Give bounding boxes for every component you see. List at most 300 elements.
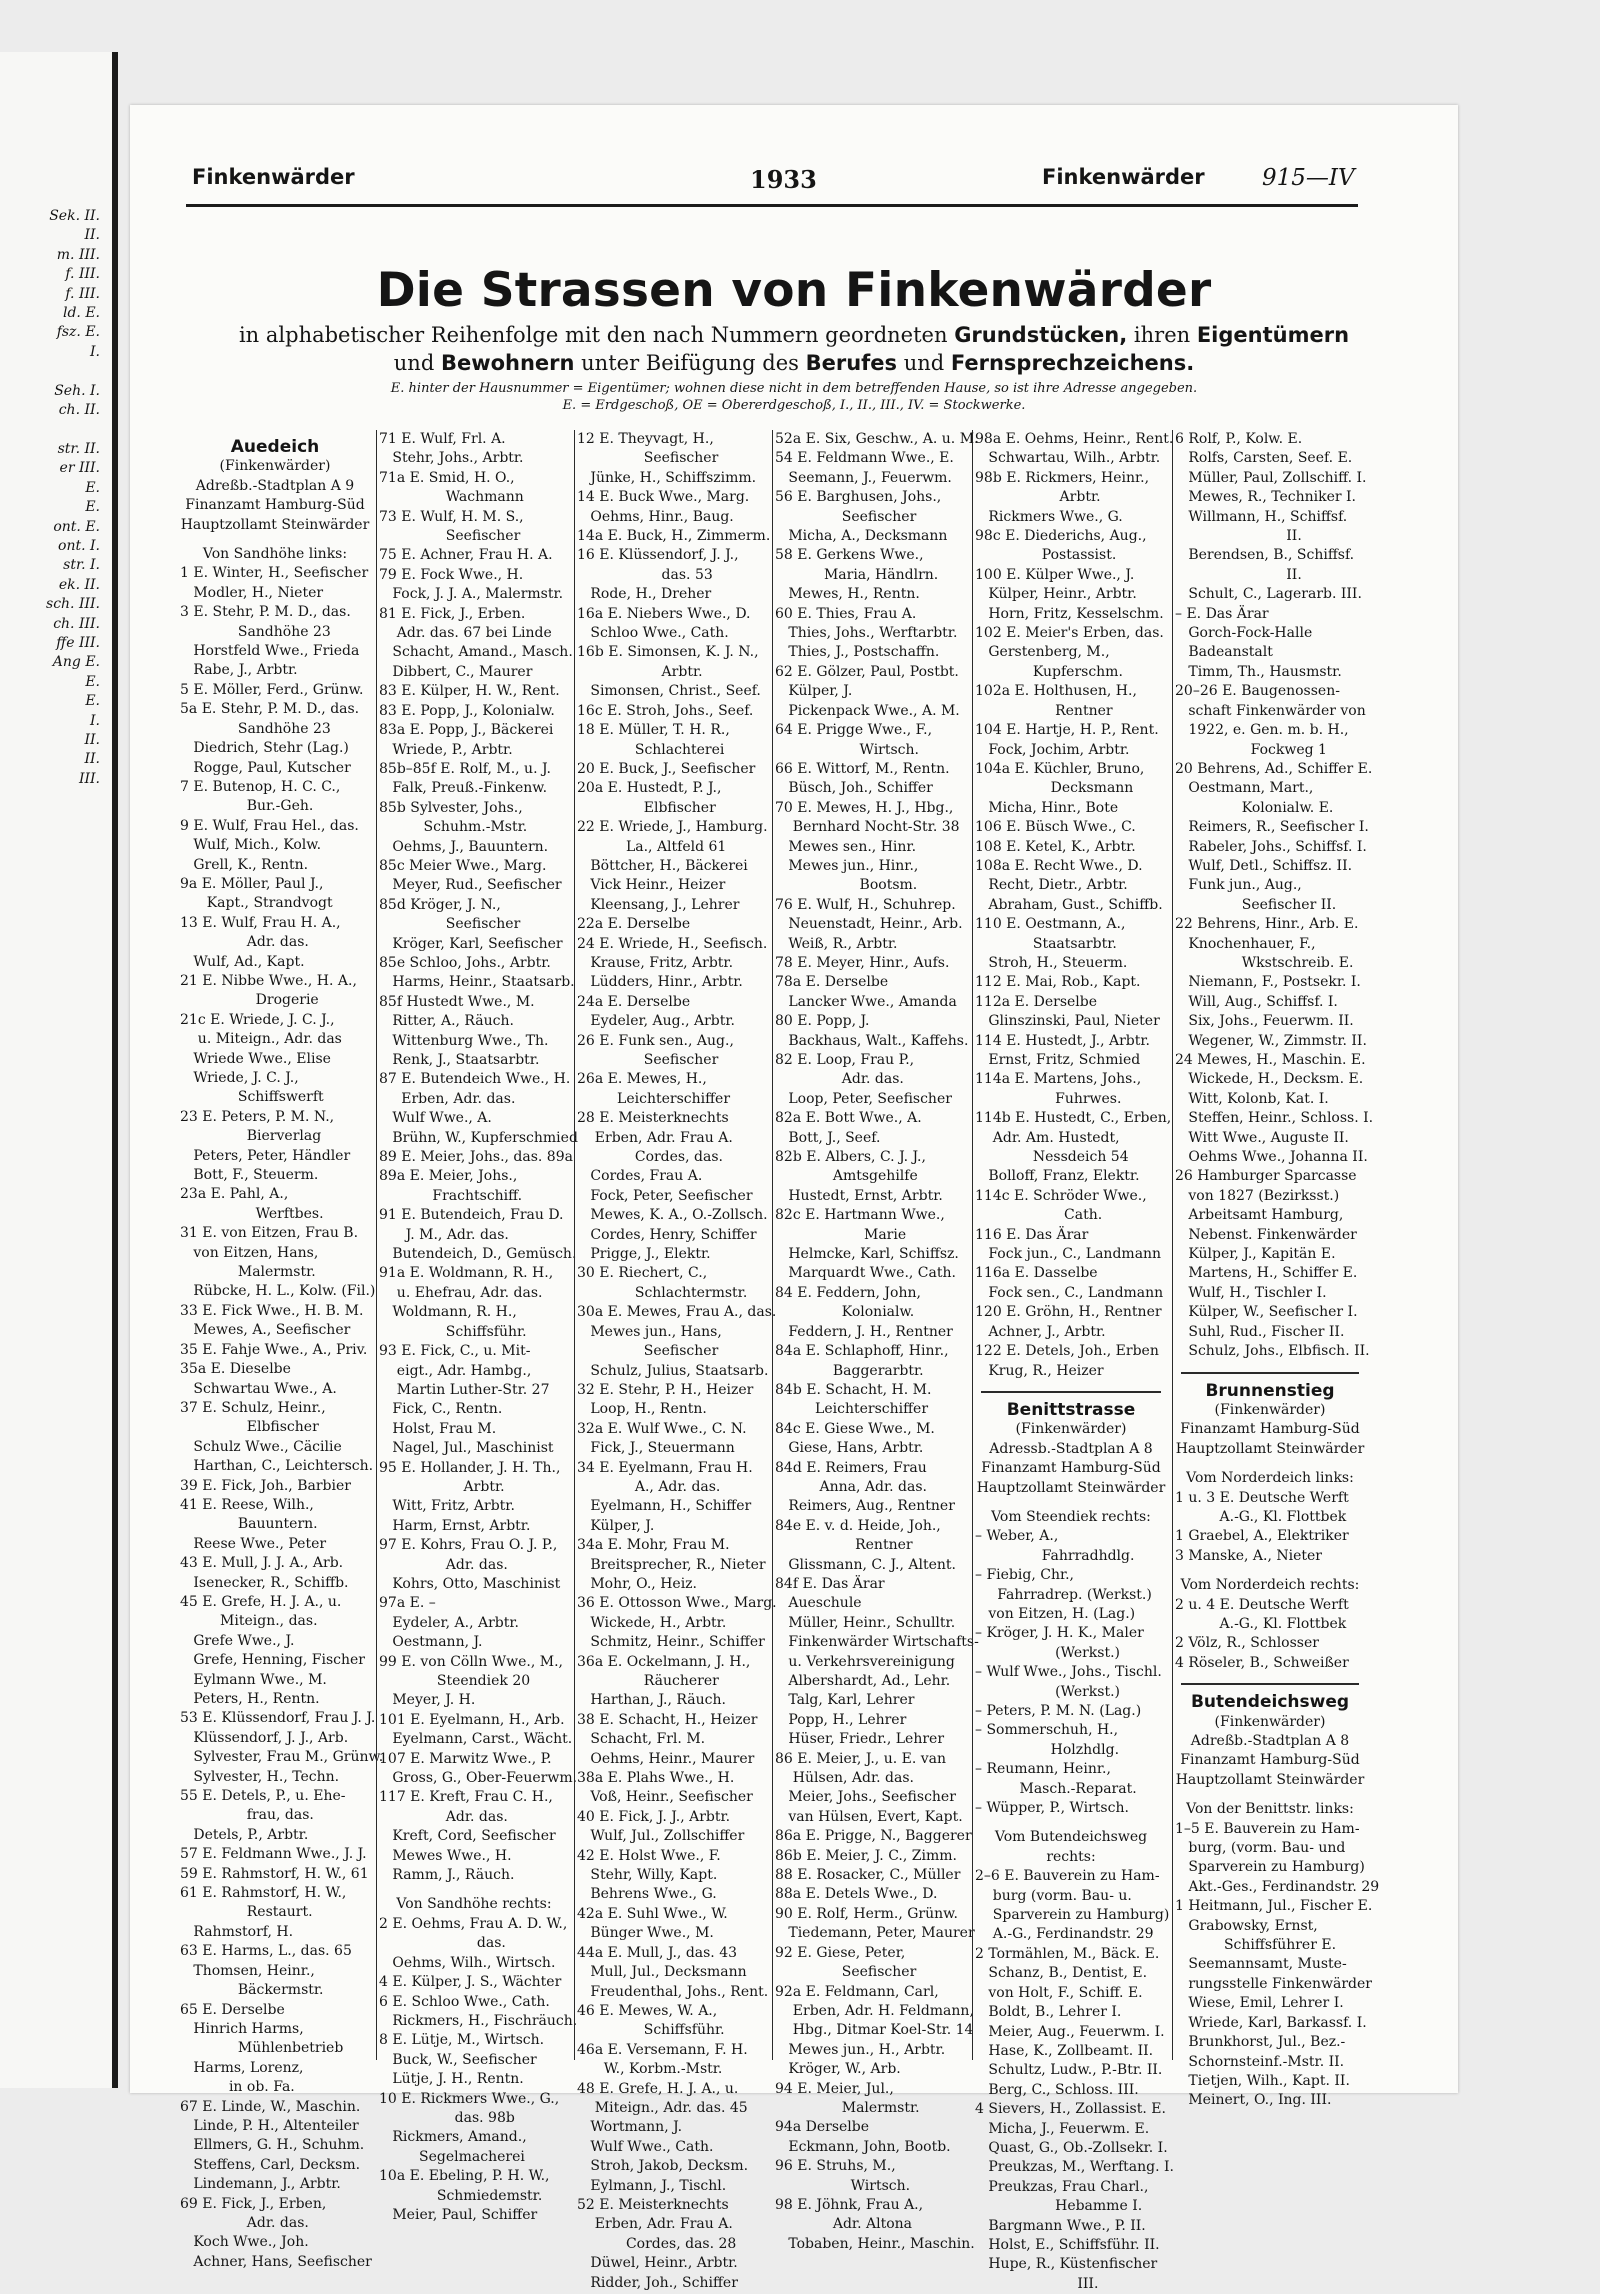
directory-entry: 88a E. Detels Wwe., D. — [775, 1886, 938, 1903]
directory-entry: Bauuntern. — [180, 1516, 318, 1533]
directory-entry: Erben, Adr. H. Feldmann, — [775, 2002, 974, 2019]
directory-entry: Eylmann Wwe., M. — [180, 1671, 327, 1688]
directory-entry: das. 53 — [577, 566, 713, 583]
directory-entry: Steffen, Heinr., Schloss. I. — [1175, 1110, 1374, 1127]
directory-entry: Micha, A., Decksmann — [775, 528, 948, 545]
directory-entry: Malermstr. — [180, 1264, 316, 1281]
directory-entry: 60 E. Thies, Frau A. — [775, 605, 917, 622]
directory-entry: 10a E. Ebeling, P. H. W., — [379, 2168, 550, 2185]
directory-entry: 107 E. Marwitz Wwe., P. — [379, 1750, 552, 1767]
directory-entry: Fock sen., C., Landmann — [975, 1284, 1164, 1301]
left-fragment-line: E. — [85, 673, 100, 690]
directory-entry: Kapt., Strandvogt — [180, 895, 333, 912]
directory-entry: Baggerarbtr. — [775, 1362, 924, 1379]
directory-entry: 54 E. Feldmann Wwe., E. — [775, 450, 954, 467]
directory-entry: 1 Heitmann, Jul., Fischer E. — [1175, 1898, 1373, 1915]
directory-entry: 26 E. Funk sen., Aug., — [577, 1032, 734, 1049]
directory-entry: Amtsgehilfe — [775, 1168, 918, 1185]
directory-entry: Segelmacherei — [379, 2148, 525, 2165]
directory-entry: Steffens, Carl, Decksm. — [180, 2156, 361, 2173]
directory-entry: 114a E. Martens, Johs., — [975, 1071, 1142, 1088]
directory-entry: Krause, Fritz, Arbtr. — [577, 954, 734, 971]
directory-entry: 117 E. Kreft, Frau C. H., — [379, 1789, 553, 1806]
directory-entry: Schwartau Wwe., A. — [180, 1380, 337, 1397]
left-fragment-line: ch. II. — [58, 402, 100, 419]
directory-entry: Wortmann, J. — [577, 2119, 683, 2136]
street-heading: Benittstrasse — [1006, 1399, 1136, 1420]
street-info: Von Sandhöhe links: — [202, 546, 348, 563]
directory-entry: Martens, H., Schiffer E. — [1175, 1265, 1358, 1282]
directory-entry: Kröger, Karl, Seefischer — [379, 935, 563, 952]
directory-entry: 75 E. Achner, Frau H. A. — [379, 547, 553, 564]
street-info: Vom Butendeichsweg — [994, 1829, 1148, 1846]
directory-entry: 21c E. Wriede, J. C. J., — [180, 1011, 335, 1028]
directory-entry: Stehr, Willy, Kapt. — [577, 1867, 718, 1884]
directory-entry: 85f Hustedt Wwe., M. — [379, 993, 535, 1010]
left-fragment-line: III. — [78, 770, 100, 787]
directory-entry: Giese, Hans, Arbtr. — [775, 1440, 924, 1457]
directory-entry: Wickede, H., Arbtr. — [577, 1614, 727, 1631]
directory-entry: Glissmann, C. J., Altent. — [775, 1556, 956, 1573]
directory-entry: Gorch-Fock-Halle — [1175, 625, 1313, 642]
directory-entry: Kohrs, Otto, Maschinist — [379, 1575, 561, 1592]
directory-entry: 102a E. Holthusen, H., — [975, 683, 1137, 700]
directory-entry: 91 E. Butendeich, Frau D. — [379, 1207, 564, 1224]
directory-entry: Räucherer — [577, 1673, 719, 1689]
left-fragment-line: m. III. — [56, 246, 100, 263]
directory-entry: Niemann, F., Postsekr. I. — [1175, 974, 1361, 991]
directory-entry: Rentner — [775, 1537, 913, 1554]
directory-entry: Arbeitsamt Hamburg, — [1175, 1207, 1344, 1224]
street-info: Vom Norderdeich links: — [1186, 1470, 1354, 1487]
directory-entry: Stroh, Jakob, Decksm. — [577, 2158, 749, 2175]
directory-entry: Glinszinski, Paul, Nieter — [975, 1013, 1160, 1030]
directory-entry: Horstfeld Wwe., Frieda — [180, 643, 360, 660]
directory-entry: Mewes, A., Seefischer — [180, 1322, 351, 1339]
directory-entry: 81 E. Fick, J., Erben. — [379, 605, 526, 622]
spacer — [377, 1885, 571, 1895]
directory-entry: 16 E. Klüssendorf, J. J., — [577, 547, 739, 564]
directory-entry: 112 E. Mai, Rob., Kapt. — [975, 974, 1141, 991]
directory-entry: 9a E. Möller, Paul J., — [180, 875, 324, 892]
left-fragment-line: fsz. E. — [56, 324, 100, 341]
column-2 — [376, 430, 578, 2223]
directory-entry: 84d E. Reimers, Frau — [775, 1459, 927, 1476]
left-fragment-line: Ang E. — [52, 654, 100, 671]
directory-entry: 45 E. Grefe, H. J. A., u. — [180, 1593, 342, 1610]
directory-entry: Prigge, J., Elektr. — [577, 1246, 711, 1263]
directory-entry: Reimers, Aug., Rentner — [775, 1498, 955, 1515]
directory-entry: 108a E. Recht Wwe., D. — [975, 857, 1143, 874]
directory-entry: Thies, J., Postschaffn. — [775, 644, 940, 661]
directory-entry: 23 E. Peters, P. M. N., — [180, 1108, 335, 1125]
directory-entry: Nagel, Jul., Maschinist — [379, 1440, 554, 1457]
street-info: Von der Benittstr. links: — [1186, 1801, 1354, 1818]
directory-entry: Meier, Johs., Seefischer — [775, 1789, 956, 1806]
directory-entry: Sandhöhe 23 — [180, 720, 331, 737]
directory-entry: Lindemann, J., Arbtr. — [180, 2176, 341, 2193]
directory-entry: III. — [975, 2275, 1099, 2292]
directory-entry: Sparverein zu Hamburg) — [1175, 1859, 1365, 1876]
directory-entry: 2 Völz, R., Schlosser — [1175, 1635, 1319, 1652]
directory-entry: 41 E. Reese, Wilh., — [180, 1496, 314, 1513]
directory-entry: 4 Röseler, B., Schweißer — [1175, 1654, 1349, 1671]
directory-entry: Fockweg 1 — [1175, 741, 1327, 758]
left-fragment-line: I. — [90, 712, 100, 729]
left-fragment-line — [0, 362, 100, 381]
directory-entry: schaft Finkenwärder von — [1175, 702, 1366, 719]
directory-entry: Büsch, Joh., Schiffer — [775, 780, 933, 797]
directory-entry: 7 E. Butenop, H. C. C., — [180, 778, 341, 795]
directory-entry: 20–26 E. Baugenossen- — [1175, 683, 1340, 700]
directory-entry: Fock, J. J. A., Malermstr. — [379, 586, 564, 603]
directory-entry: 86b E. Meier, J. C., Zimm. — [775, 1847, 957, 1864]
directory-entry: 35a E. Dieselbe — [180, 1361, 291, 1378]
directory-entry: 95 E. Hollander, J. H. Th., — [379, 1459, 561, 1476]
directory-entry: 1–5 E. Bauverein zu Ham- — [1175, 1820, 1360, 1837]
directory-entry: Simonsen, Christ., Seef. — [577, 683, 761, 700]
directory-entry: Seemann, J., Feuerwm. — [775, 469, 952, 486]
directory-entry: 84e E. v. d. Heide, Joh., — [775, 1517, 941, 1534]
directory-entry: Meier, Aug., Feuerwm. I. — [975, 2023, 1165, 2040]
directory-entry: Ellmers, G. H., Schuhm. — [180, 2137, 365, 2154]
directory-entry: Mohr, O., Heiz. — [577, 1575, 697, 1592]
directory-entry: 6 Rolf, P., Kolw. E. — [1175, 431, 1303, 447]
directory-entry: Schuhm.-Mstr. — [379, 819, 528, 836]
directory-entry: 98a E. Oehms, Heinr., Rent. — [975, 431, 1174, 447]
directory-entry: II. — [1175, 528, 1302, 545]
directory-entry: Mewes Wwe., H. — [379, 1847, 512, 1864]
directory-entry: Wriede, P., Arbtr. — [379, 741, 513, 758]
directory-entry: 20 E. Buck, J., Seefischer — [577, 760, 756, 777]
directory-entry: Bott, F., Steuerm. — [180, 1167, 319, 1184]
directory-entry: Hinrich Harms, — [180, 2020, 304, 2037]
directory-entry: 8 E. Lütje, M., Wirtsch. — [379, 2032, 545, 2049]
directory-entry: 16b E. Simonsen, K. J. N., — [577, 644, 759, 661]
directory-entry: Schiffsführer E. — [1175, 1937, 1337, 1954]
street-info: Hauptzollamt Steinwärder — [180, 516, 370, 533]
spacer — [1173, 1566, 1367, 1576]
street-info: Finanzamt Hamburg-Süd — [1180, 1752, 1360, 1769]
directory-entry: 102 E. Meier's Erben, das. — [975, 625, 1164, 642]
directory-entry: Erben, Adr. das. — [379, 1090, 516, 1107]
column-4 — [772, 430, 979, 2252]
directory-entry: 98 E. Jöhnk, Frau A., — [775, 2196, 924, 2213]
directory-entry: Linde, P. H., Altenteiler — [180, 2117, 359, 2134]
directory-entry: Ridder, Joh., Schiffer — [577, 2274, 738, 2291]
directory-entry: Breitsprecher, R., Nieter — [577, 1556, 766, 1573]
directory-entry: 46a E. Versemann, F. H. — [577, 2041, 748, 2058]
directory-entry: Horn, Fritz, Kesselschm. — [975, 605, 1164, 622]
directory-entry: Berendsen, B., Schiffsf. — [1175, 547, 1355, 564]
directory-entry: Boldt, B., Lehrer I. — [975, 2004, 1122, 2021]
directory-entry: 22a E. Derselbe — [577, 916, 691, 933]
directory-entry: 31 E. von Eitzen, Frau B. — [180, 1225, 359, 1242]
directory-entry: Martin Luther-Str. 27 — [379, 1381, 550, 1398]
directory-entry: 20 Behrens, Ad., Schiffer E. — [1175, 760, 1373, 777]
directory-entry: Witt, Kolonb, Kat. I. — [1175, 1090, 1329, 1107]
directory-entry: 14a E. Buck, H., Zimmerm. — [577, 528, 771, 545]
directory-entry: burg, (vorm. Bau- und — [1175, 1840, 1346, 1857]
directory-entry: 61 E. Rahmstorf, H. W., — [180, 1885, 347, 1902]
directory-entry: 42 E. Holst Wwe., F. — [577, 1847, 721, 1864]
directory-entry: Bootsm. — [775, 877, 918, 894]
directory-entry: Tietjen, Wilh., Kapt. II. — [1175, 2072, 1350, 2089]
directory-entry: – Reumann, Heinr., — [975, 1761, 1111, 1778]
street-info: (Finkenwärder) — [1214, 1713, 1326, 1730]
section-divider — [1181, 1683, 1359, 1685]
directory-entry: Mull, Jul., Decksmann — [577, 1964, 747, 1981]
directory-entry: Albershardt, Ad., Lehr. — [775, 1673, 951, 1689]
directory-entry: Harms, Lorenz, — [180, 2059, 304, 2076]
header-place-right: Finkenwärder — [1042, 165, 1205, 189]
directory-entry: 86 E. Meier, J., u. E. van — [775, 1750, 947, 1767]
directory-entry: Oehms, J., Bauuntern. — [379, 838, 549, 855]
directory-entry: Külper, J. — [775, 683, 853, 700]
directory-entry: Hülsen, Adr. das. — [775, 1770, 914, 1787]
directory-entry: Timm, Th., Hausmstr. — [1175, 663, 1342, 680]
directory-entry: 97 E. Kohrs, Frau O. J. P., — [379, 1537, 558, 1554]
directory-entry: Anna, Adr. das. — [775, 1478, 927, 1495]
directory-entry: Seemannsamt, Muste- — [1175, 1956, 1347, 1973]
directory-entry: Suhl, Rud., Fischer II. — [1175, 1323, 1345, 1340]
directory-entry: Schacht, Frl. M. — [577, 1731, 706, 1748]
directory-entry: 21 E. Nibbe Wwe., H. A., — [180, 972, 357, 989]
directory-entry: 4 Sievers, H., Zollassist. E. — [975, 2101, 1166, 2118]
directory-entry: Wulf Wwe., A. — [379, 1110, 492, 1127]
directory-entry: 39 E. Fick, Joh., Barbier — [180, 1477, 351, 1494]
spacer — [973, 1498, 1169, 1508]
directory-entry: das. — [379, 1935, 506, 1952]
directory-entry: Schultz, Ludw., P.-Btr. II. — [975, 2062, 1163, 2079]
directory-entry: 116 E. Das Ärar — [975, 1226, 1089, 1243]
directory-entry: W., Korbm.-Mstr. — [577, 2061, 723, 2078]
directory-entry: Loop, H., Rentn. — [577, 1401, 707, 1418]
directory-entry: Rode, H., Dreher — [577, 586, 712, 603]
directory-entry: 10 E. Rickmers Wwe., G., — [379, 2090, 560, 2107]
directory-entry: 64 E. Prigge Wwe., F., — [775, 722, 933, 739]
directory-entry: 71 E. Wulf, Frl. A. — [379, 431, 506, 447]
directory-entry: Wirtsch. — [775, 741, 919, 758]
directory-columns — [178, 430, 1380, 2292]
directory-entry: Bargmann Wwe., P. II. — [975, 2217, 1146, 2234]
spacer — [1173, 1790, 1367, 1800]
directory-entry: Lüdders, Hinr., Arbtr. — [577, 974, 743, 991]
directory-entry: 36a E. Ockelmann, J. H., — [577, 1653, 751, 1670]
directory-entry: Vick Heinr., Heizer — [577, 877, 726, 894]
directory-entry: 88 E. Rosacker, C., Müller — [775, 1867, 961, 1884]
directory-entry: Feddern, J. H., Rentner — [775, 1323, 953, 1340]
directory-entry: Külper, Heinr., Arbtr. — [975, 586, 1137, 603]
directory-entry: 112a E. Derselbe — [975, 993, 1098, 1010]
directory-entry: Mewes jun., H., Arbtr. — [775, 2041, 946, 2058]
directory-entry: Isenecker, R., Schiffb. — [180, 1574, 349, 1591]
directory-entry: 35 E. Fahje Wwe., A., Priv. — [180, 1341, 368, 1358]
directory-entry: Düwel, Heinr., Arbtr. — [577, 2255, 738, 2272]
section-divider — [1181, 1372, 1359, 1374]
directory-entry: Meyer, Rud., Seefischer — [379, 877, 562, 894]
directory-entry: 78 E. Meyer, Hinr., Aufs. — [775, 954, 950, 971]
directory-entry: Fock, Jochim, Arbtr. — [975, 741, 1130, 758]
directory-entry: Six, Johs., Feuerwm. II. — [1175, 1013, 1354, 1030]
directory-entry: Pickenpack Wwe., A. M. — [775, 702, 960, 719]
directory-entry: – Sommerschuh, H., — [975, 1722, 1119, 1739]
directory-entry: Schmitz, Heinr., Schiffer — [577, 1634, 765, 1651]
directory-entry: 79 E. Fock Wwe., H. — [379, 566, 524, 583]
directory-entry: Tobaben, Heinr., Maschin. — [775, 2235, 975, 2252]
directory-entry: Frachtschiff. — [379, 1187, 523, 1204]
directory-entry: Brunkhorst, Jul., Bez.- — [1175, 2034, 1346, 2051]
directory-entry: 2 u. 4 E. Deutsche Werft — [1175, 1596, 1349, 1613]
directory-entry: 42a E. Suhl Wwe., W. — [577, 1905, 728, 1922]
directory-entry: u. Verkehrsvereinigung — [775, 1653, 955, 1670]
directory-entry: – Kröger, J. H. K., Maler — [975, 1625, 1144, 1642]
directory-entry: Wulf, Ad., Kapt. — [180, 953, 305, 970]
directory-entry: 52 E. Meisterknechts — [577, 2196, 729, 2213]
directory-entry: Külper, J. — [577, 1517, 655, 1534]
directory-entry: von Holt, F., Schiff. E. — [975, 1984, 1143, 2001]
street-info: Vom Norderdeich rechts: — [1180, 1577, 1360, 1594]
street-info: Hauptzollamt Steinwärder — [1175, 1771, 1365, 1788]
directory-entry: A.-G., Kl. Flottbek — [1175, 1615, 1347, 1632]
directory-entry: 53 E. Klüssendorf, Frau J. J. — [180, 1710, 376, 1727]
directory-entry: 55 E. Detels, P., u. Ehe- — [180, 1788, 346, 1805]
directory-entry: 9 E. Wulf, Frau Hel., das. — [180, 817, 359, 834]
directory-entry: Klüssendorf, J. J., Arb. — [180, 1729, 349, 1746]
directory-entry: Knochenhauer, F., — [1175, 935, 1316, 952]
directory-entry: Marie — [775, 1226, 907, 1243]
directory-entry: 83a E. Popp, J., Bäckerei — [379, 722, 554, 739]
directory-entry: 104a E. Küchler, Bruno, — [975, 760, 1145, 777]
directory-entry: Kröger, W., Arb. — [775, 2061, 901, 2078]
header-place-left: Finkenwärder — [192, 165, 355, 189]
directory-entry: Seefischer — [577, 1343, 719, 1360]
directory-entry: Elbfischer — [577, 799, 716, 816]
directory-entry: Cath. — [975, 1207, 1103, 1224]
directory-entry: Leichterschiffer — [577, 1090, 731, 1107]
directory-entry: Adr. das. — [180, 2214, 309, 2231]
directory-entry: Schloo Wwe., Cath. — [577, 625, 729, 642]
directory-entry: 89a E. Meier, Johs., — [379, 1168, 518, 1185]
directory-entry: 85b–85f E. Rolf, M., u. J. — [379, 760, 551, 777]
directory-entry: Bott, J., Seef. — [775, 1129, 881, 1146]
directory-entry: Voß, Heinr., Seefischer — [577, 1789, 753, 1806]
directory-entry: Reese Wwe., Peter — [180, 1535, 327, 1552]
directory-entry: Preukzas, Frau Charl., — [975, 2178, 1149, 2195]
directory-entry: Berg, C., Schloss. III. — [975, 2081, 1139, 2098]
directory-entry: 66 E. Wittorf, M., Rentn. — [775, 760, 950, 777]
directory-entry: Fuhrwes. — [975, 1090, 1122, 1107]
directory-entry: 85e Schloo, Johs., Arbtr. — [379, 954, 551, 971]
directory-entry: Renk, J., Staatsarbtr. — [379, 1052, 540, 1068]
directory-entry: 44a E. Mull, J., das. 43 — [577, 1944, 738, 1961]
directory-entry: Seefischer — [379, 916, 521, 933]
directory-entry: Schult, C., Lagerarb. III. — [1175, 586, 1362, 603]
directory-entry: Hebamme I. — [975, 2198, 1143, 2215]
street-info: Finanzamt Hamburg-Süd — [1180, 1421, 1360, 1438]
directory-entry: 87 E. Butendeich Wwe., H. — [379, 1071, 571, 1088]
street-info: Adressb.-Stadtplan A 8 — [989, 1440, 1153, 1457]
directory-entry: Wachmann — [379, 489, 524, 506]
directory-entry: A., Adr. das. — [577, 1478, 721, 1495]
directory-entry: Kreft, Cord, Seefischer — [379, 1828, 556, 1845]
directory-entry: Ramm, J., Räuch. — [379, 1867, 515, 1884]
directory-entry: Grefe Wwe., J. — [180, 1632, 295, 1649]
directory-entry: A.-G., Kl. Flottbek — [1175, 1508, 1347, 1525]
directory-entry: Buck, W., Seefischer — [379, 2051, 537, 2068]
left-fragment-line: f. III. — [65, 266, 100, 283]
directory-entry: Miteign., das. — [180, 1613, 318, 1630]
left-fragment-line: ont. E. — [53, 518, 100, 535]
directory-entry: Wriede, Karl, Barkassf. I. — [1175, 2014, 1367, 2031]
directory-entry: 59 E. Rahmstorf, H. W., 61 — [180, 1865, 369, 1882]
directory-entry: Behrens Wwe., G. — [577, 1886, 717, 1903]
directory-entry: Seefischer II. — [1175, 896, 1337, 913]
directory-entry: Adr. das. — [379, 1808, 508, 1825]
directory-entry: 34a E. Mohr, Frau M. — [577, 1537, 730, 1554]
directory-entry: 26 Hamburger Sparcasse — [1175, 1168, 1357, 1185]
directory-entry: 76 E. Wulf, H., Schuhrep. — [775, 896, 956, 913]
directory-entry: Cordes, das. — [577, 1149, 723, 1166]
directory-entry: in ob. Fa. — [180, 2079, 295, 2096]
directory-entry: Schornsteinf.-Mstr. II. — [1175, 2053, 1345, 2070]
street-info: Adreßb.-Stadtplan A 8 — [1190, 1733, 1350, 1749]
directory-entry: Cordes, Frau A. — [577, 1168, 703, 1185]
directory-entry: 82b E. Albers, C. J. J., — [775, 1149, 926, 1166]
directory-entry: Talg, Karl, Lehrer — [775, 1692, 915, 1709]
directory-entry: Mewes, H., Rentn. — [775, 586, 920, 603]
directory-entry: Micha, Hinr., Bote — [975, 799, 1119, 816]
directory-entry: Neuenstadt, Heinr., Arb. — [775, 916, 963, 933]
directory-entry: Wittenburg Wwe., Th. — [379, 1032, 549, 1049]
directory-entry: Micha, J., Feuerwm. E. — [975, 2120, 1150, 2137]
directory-entry: 70 E. Mewes, H. J., Hbg., — [775, 799, 954, 816]
directory-entry: 1 Graebel, A., Elektriker — [1175, 1528, 1349, 1545]
directory-entry: Rahmstorf, H. — [180, 1923, 294, 1940]
directory-entry: Fock, Peter, Seefischer — [577, 1187, 753, 1204]
directory-entry: Staatsarbtr. — [975, 935, 1117, 952]
directory-entry: 98c E. Diederichs, Aug., — [975, 528, 1147, 545]
directory-entry: 99 E. von Cölln Wwe., M., — [379, 1653, 563, 1670]
directory-entry: Harthan, J., Räuch. — [577, 1692, 726, 1709]
street-info: (Finkenwärder) — [1214, 1401, 1326, 1418]
directory-entry: 110 E. Oestmann, A., — [975, 916, 1126, 933]
directory-entry: – Peters, P. M. N. (Lag.) — [975, 1703, 1142, 1719]
directory-entry: Harms, Heinr., Staatsarb. — [379, 974, 575, 991]
directory-entry: 73 E. Wulf, H. M. S., — [379, 508, 524, 525]
directory-entry: Schlachtermstr. — [577, 1284, 748, 1301]
street-info: (Finkenwärder) — [219, 458, 331, 475]
directory-entry: Bernhard Nocht-Str. 38 — [775, 819, 960, 836]
directory-entry: Rickmers, H., Fischräuch. — [379, 2012, 578, 2029]
directory-entry: Marquardt Wwe., Cath. — [775, 1265, 956, 1282]
left-fragment-line: ch. III. — [53, 615, 100, 632]
directory-entry: Meier, Paul, Schiffer — [379, 2206, 538, 2223]
column-1 — [178, 430, 384, 2270]
directory-entry: Witt, Fritz, Arbtr. — [379, 1498, 515, 1515]
directory-entry: Will, Aug., Schiffsf. I. — [1175, 993, 1338, 1010]
header-year: 1933 — [750, 165, 817, 194]
directory-entry: Mewes jun., Hans, — [577, 1323, 722, 1340]
directory-entry: Falk, Preuß.-Finkenw. — [379, 780, 548, 797]
directory-entry: Quast, G., Ob.-Zollsekr. I. — [975, 2139, 1168, 2156]
directory-entry: 3 Manske, A., Nieter — [1175, 1547, 1322, 1564]
directory-entry: Ernst, Fritz, Schmied — [975, 1052, 1141, 1068]
directory-entry: Detels, P., Arbtr. — [180, 1826, 309, 1843]
directory-entry: 16a E. Niebers Wwe., D. — [577, 605, 751, 622]
directory-entry: 114 E. Hustedt, J., Arbtr. — [975, 1032, 1150, 1049]
directory-entry: Peters, Peter, Händler — [180, 1147, 351, 1164]
